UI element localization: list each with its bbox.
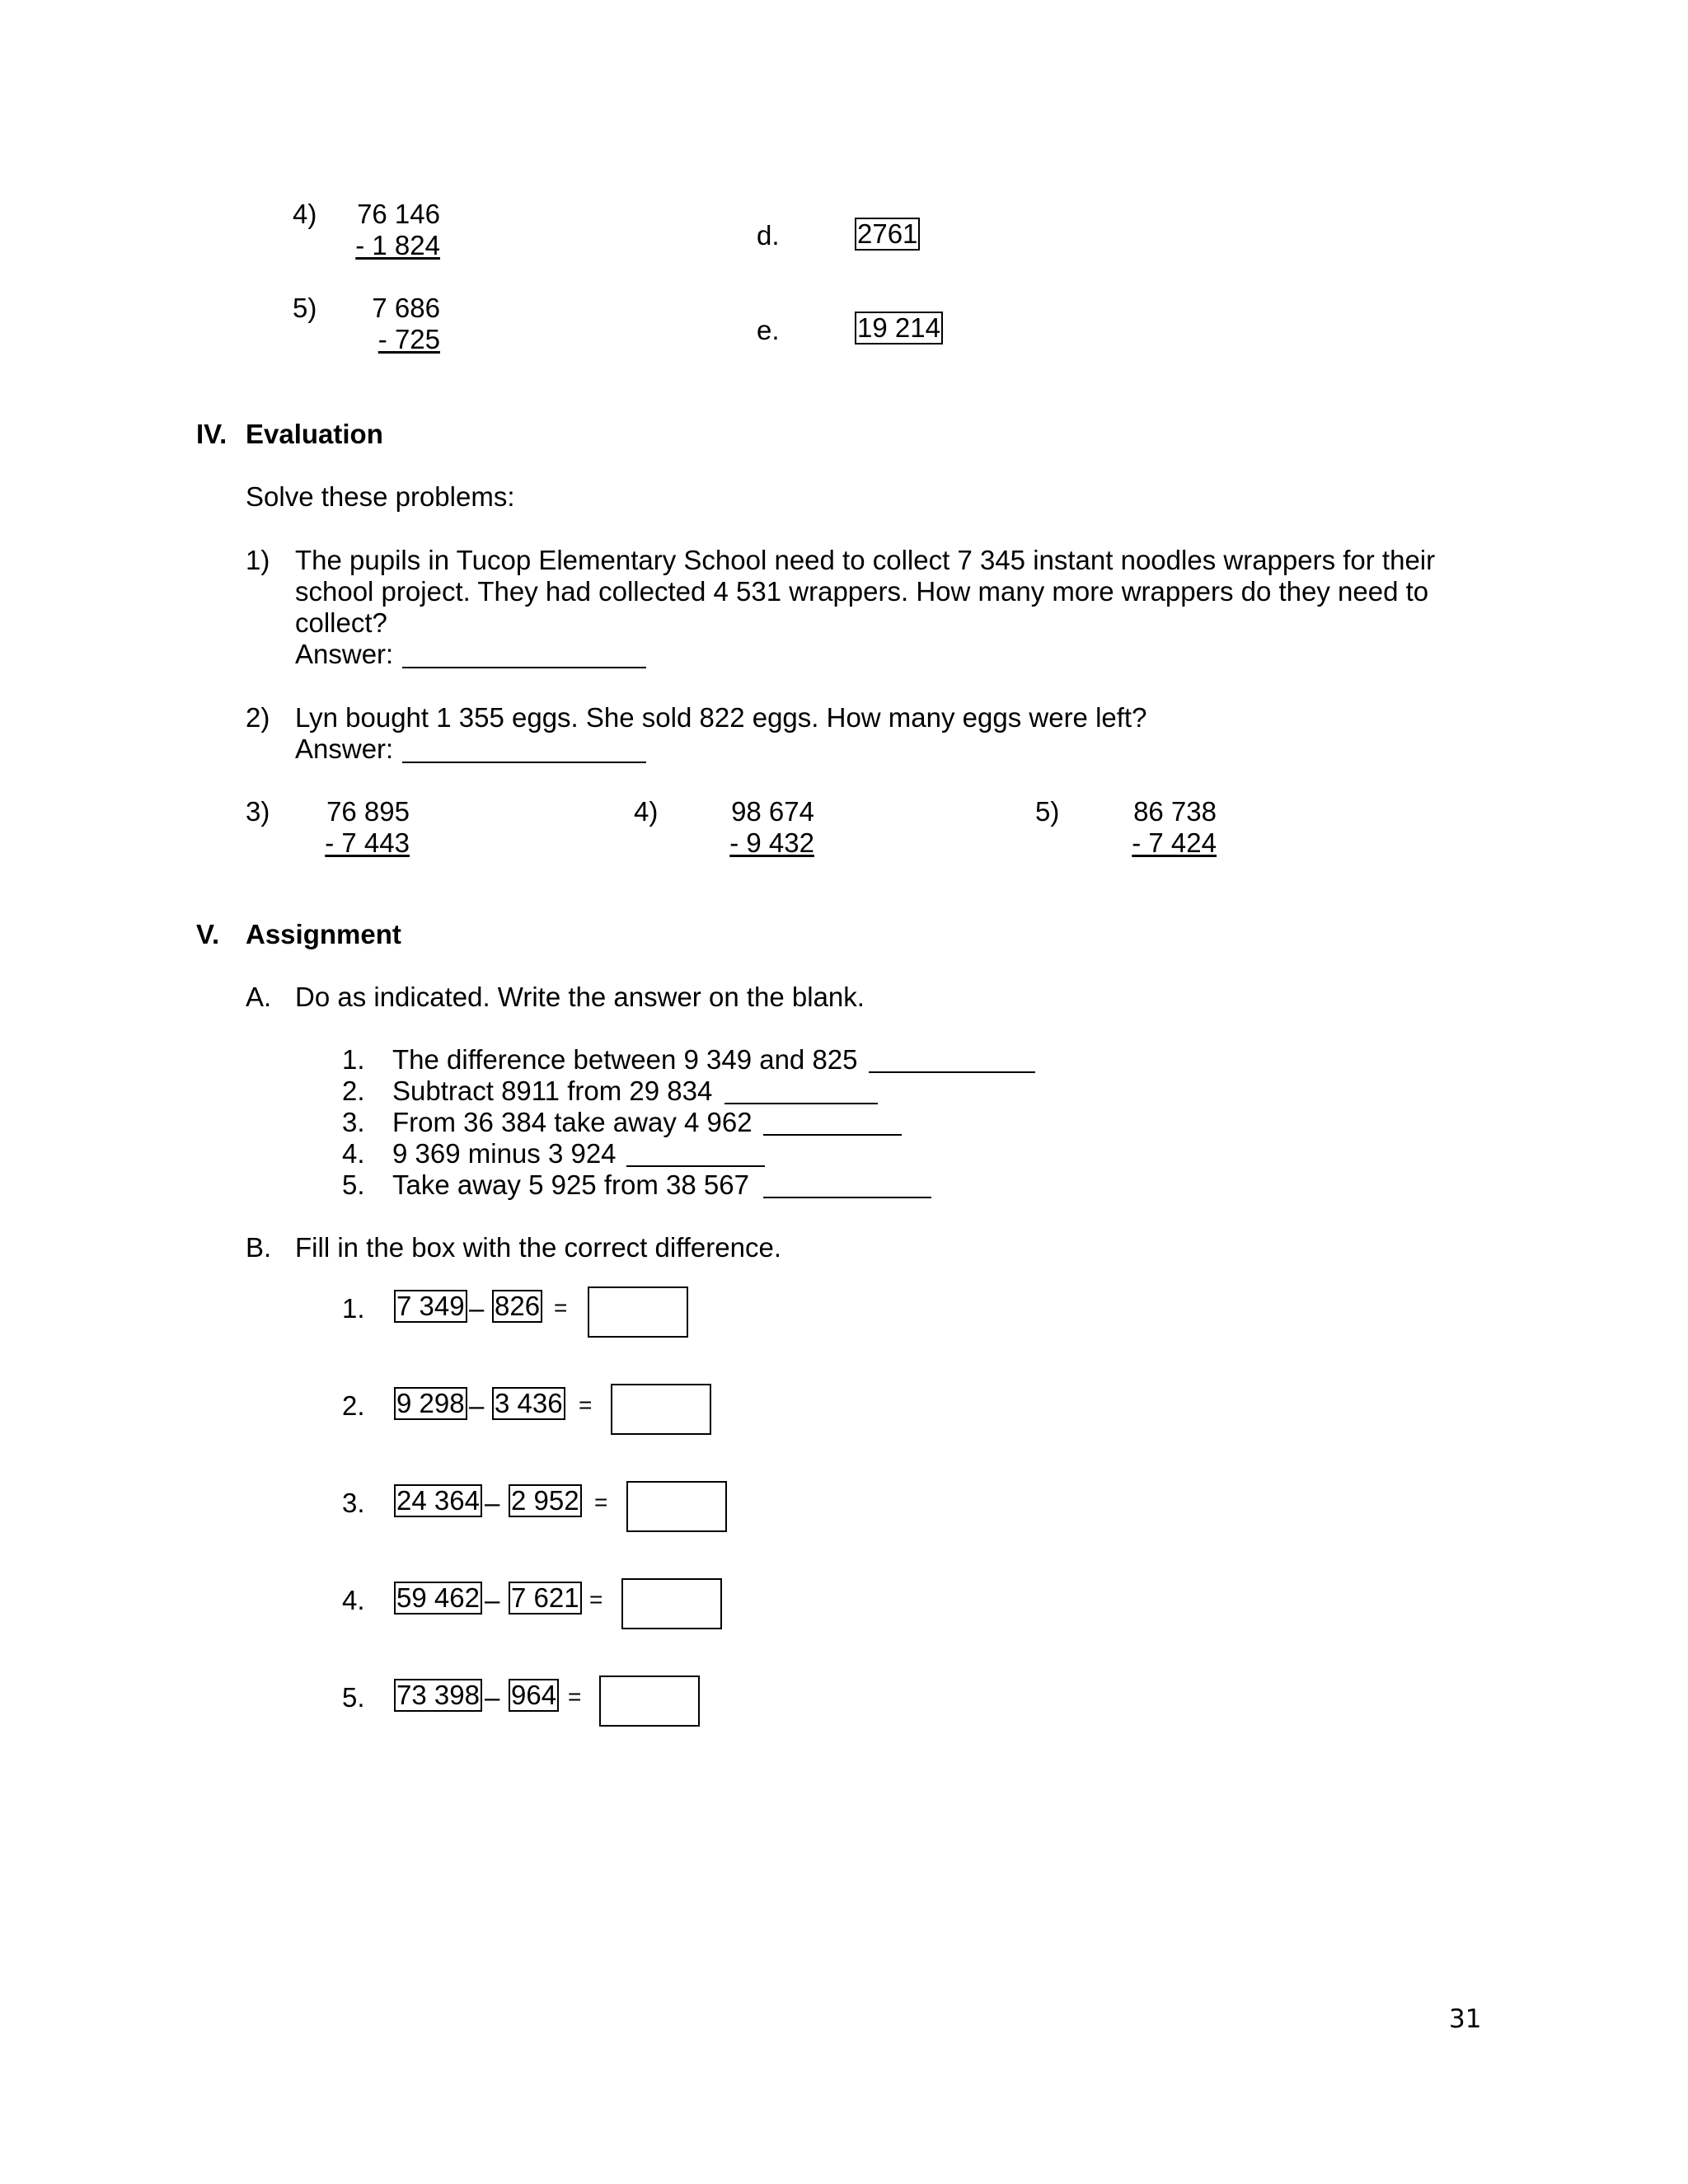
part-instruction: Do as indicated. Write the answer on the blank. [295, 982, 865, 1012]
answer-blank[interactable] [763, 1109, 902, 1136]
equals-sign: = [589, 1586, 603, 1612]
equals-sign: = [554, 1295, 568, 1320]
part-letter: A. [246, 982, 272, 1012]
problem-line: collect? [295, 607, 387, 638]
choice-answer-box: 19 214 [855, 312, 943, 344]
item-number: 4) [293, 199, 317, 229]
choice-letter: e. [757, 315, 780, 345]
section-number: V. [196, 919, 220, 949]
part-letter: B. [246, 1232, 272, 1263]
minuend-box: 7 349 [394, 1290, 467, 1323]
subtrahend: - 7 424 [1132, 827, 1217, 858]
section-number: IV. [196, 419, 227, 449]
item-number: 5) [293, 293, 317, 323]
subtrahend-box: 826 [492, 1290, 542, 1323]
problem-number: 2) [246, 702, 270, 733]
subtrahend-box: 7 621 [509, 1582, 582, 1615]
minuend-box: 9 298 [394, 1387, 467, 1420]
problem-number: 1) [246, 545, 270, 575]
answer-blank[interactable] [724, 1078, 878, 1104]
item-number: 2. [342, 1390, 365, 1421]
item-number: 1. [342, 1293, 365, 1324]
minuend: 76 895 [326, 796, 410, 827]
item-number: 4. [342, 1585, 365, 1615]
part-instruction: Fill in the box with the correct difference. [295, 1232, 782, 1263]
problem-number: 5) [1035, 796, 1060, 827]
answer-blank[interactable] [763, 1172, 931, 1198]
minuend: 7 686 [372, 293, 440, 323]
item-number: 1. [342, 1044, 365, 1075]
page-number: 31 [1449, 2004, 1482, 2034]
item-number: 2. [342, 1076, 365, 1106]
answer-blank[interactable] [402, 737, 646, 763]
answer-box[interactable] [621, 1578, 722, 1629]
minus-sign: – [469, 1390, 485, 1421]
answer-box[interactable] [611, 1384, 711, 1435]
answer-blank[interactable] [869, 1047, 1035, 1073]
minus-sign: – [485, 1682, 500, 1713]
item-text: From 36 384 take away 4 962 [392, 1107, 753, 1137]
subtrahend: - 7 443 [325, 827, 410, 858]
subtrahend-box: 2 952 [509, 1484, 582, 1517]
minus-sign: – [485, 1488, 500, 1518]
answer-blank[interactable] [402, 642, 646, 668]
item-number: 5. [342, 1682, 365, 1713]
item-text: Subtract 8911 from 29 834 [392, 1076, 713, 1106]
minuend: 76 146 [357, 199, 440, 229]
section-heading: Assignment [246, 919, 401, 949]
problem-number: 4) [634, 796, 659, 827]
item-number: 3. [342, 1107, 365, 1137]
subtrahend: - 725 [377, 324, 440, 354]
minus-sign: – [485, 1585, 500, 1615]
item-text: Take away 5 925 from 38 567 [392, 1169, 749, 1200]
minus-sign: – [469, 1293, 485, 1324]
instruction: Solve these problems: [246, 481, 515, 512]
answer-box[interactable] [588, 1286, 688, 1338]
item-number: 5. [342, 1169, 365, 1200]
answer-label: Answer: [295, 733, 394, 764]
subtrahend-box: 3 436 [492, 1387, 565, 1420]
minuend-box: 73 398 [394, 1679, 482, 1712]
problem-line: Lyn bought 1 355 eggs. She sold 822 eggs. How many eggs were left? [295, 702, 1147, 733]
minuend: 86 738 [1133, 796, 1217, 827]
problem-line: school project. They had collected 4 531 wrappers. How many more wrappers do they need to [295, 576, 1429, 607]
equals-sign: = [594, 1489, 608, 1515]
item-text: 9 369 minus 3 924 [392, 1138, 617, 1169]
answer-box[interactable] [626, 1481, 727, 1532]
equals-sign: = [568, 1684, 582, 1709]
choice-letter: d. [757, 220, 780, 251]
minuend-box: 59 462 [394, 1582, 482, 1615]
problem-line: The pupils in Tucop Elementary School need to collect 7 345 instant noodles wrappers for their [295, 545, 1436, 575]
answer-box[interactable] [599, 1675, 700, 1727]
equals-sign: = [579, 1392, 593, 1418]
item-number: 4. [342, 1138, 365, 1169]
section-heading: Evaluation [246, 419, 383, 449]
minuend: 98 674 [731, 796, 814, 827]
subtrahend: - 1 824 [355, 230, 440, 260]
item-number: 3. [342, 1488, 365, 1518]
problem-number: 3) [246, 796, 270, 827]
answer-label: Answer: [295, 639, 394, 669]
subtrahend: - 9 432 [729, 827, 814, 858]
subtrahend-box: 964 [509, 1679, 559, 1712]
answer-blank[interactable] [626, 1141, 765, 1167]
minuend-box: 24 364 [394, 1484, 482, 1517]
choice-answer-box: 2761 [855, 218, 920, 251]
item-text: The difference between 9 349 and 825 [392, 1044, 858, 1075]
